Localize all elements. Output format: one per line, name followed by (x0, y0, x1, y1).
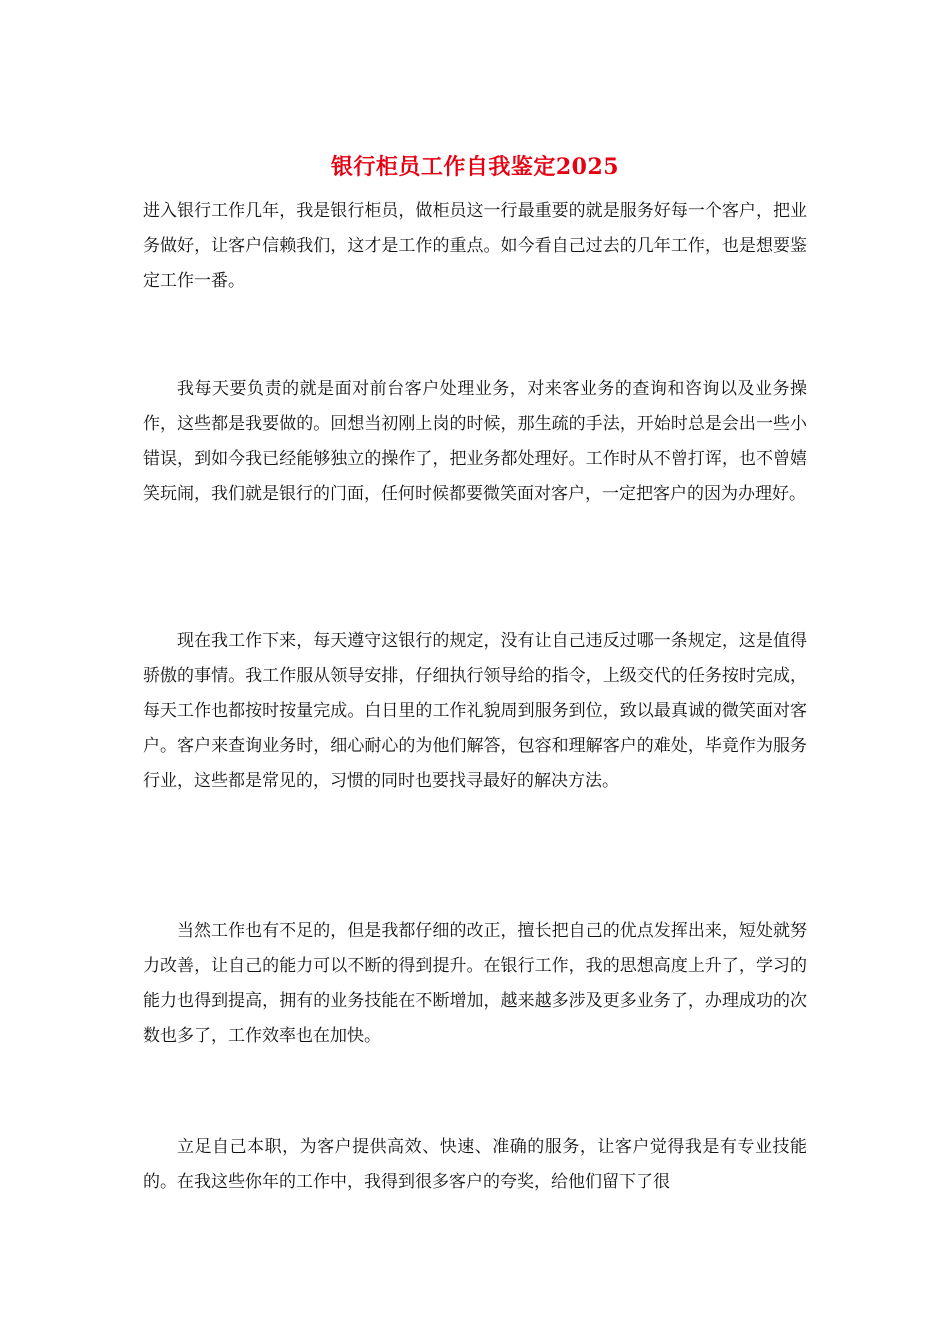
document-title: 银行柜员工作自我鉴定2025 (330, 154, 620, 180)
paragraph-1: 进入银行工作几年，我是银行柜员，做柜员这一行最重要的就是服务好每一个客户，把业务做好，让客户信赖我们，这才是工作的重点。如今看自己过去的几年工作，也是想要鉴定工作一番。 (143, 201, 807, 291)
paragraph-3: 现在我工作下来，每天遵守这银行的规定，没有让自己违反过哪一条规定，这是值得骄傲的事情。我工作服从领导安排，仔细执行领导给的指令，上级交代的任务按时完成，每天工作也都按时按量完成。白日里的工作礼貌周到服务到位，致以最真诚的微笑面对客户。客户来查询业务时，细心耐心的为他们解答，包容和理解客户的难处，毕竟作为服务行业，这些都是常见的，习惯的同时也要找寻最好的解决方法。 (143, 631, 807, 791)
paragraph-block-1 (143, 194, 807, 299)
paragraph-4: 当然工作也有不足的，但是我都仔细的改正，擅长把自己的优点发挥出来，短处就努力改善，让自己的能力可以不断的得到提升。在银行工作，我的思想高度上升了，学习的能力也得到提高，拥有的业务技能在不断增加，越来越多涉及更多业务了，办理成功的次数也多了，工作效率也在加快。 (143, 921, 807, 1046)
paragraph-block-3 (143, 624, 807, 799)
paragraph-block-2 (143, 372, 807, 512)
paragraph-5: 立足自己本职，为客户提供高效、快速、准确的服务，让客户觉得我是有专业技能的。在我这些你年的工作中，我得到很多客户的夸奖，给他们留下了很 (143, 1137, 807, 1192)
paragraph-block-5 (143, 1130, 807, 1200)
paragraph-2: 我每天要负责的就是面对前台客户处理业务，对来客业务的查询和咨询以及业务操作，这些都是我要做的。回想当初刚上岗的时候，那生疏的手法，开始时总是会出一些小错误，到如今我已经能够独立的操作了，把业务都处理好。工作时从不曾打诨，也不曾嬉笑玩闹，我们就是银行的门面，任何时候都要微笑面对客户，一定把客户的因为办理好。 (143, 379, 807, 504)
paragraph-block-4 (143, 914, 807, 1054)
